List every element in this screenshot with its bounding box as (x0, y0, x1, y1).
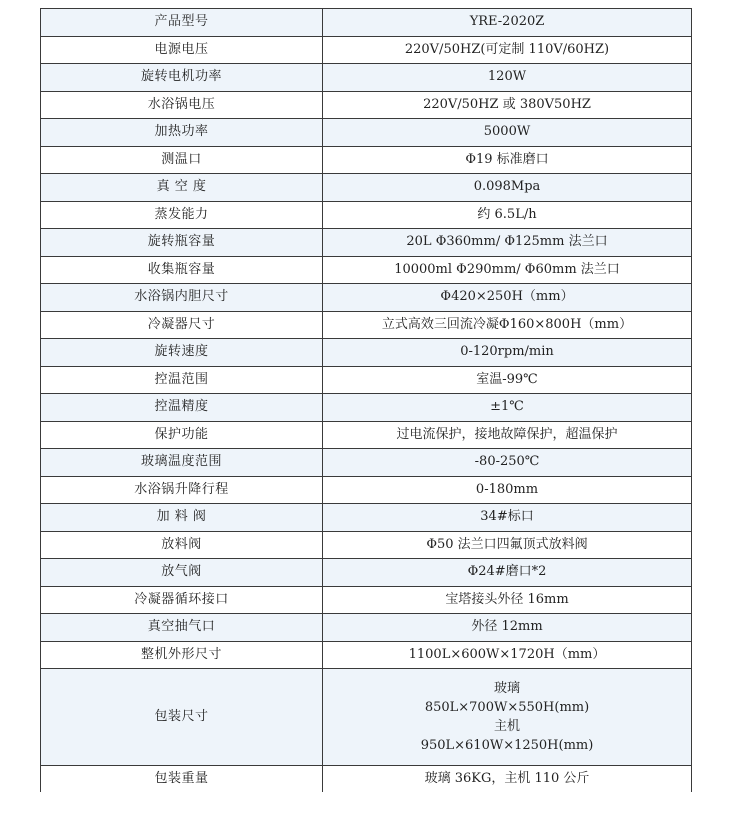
packing-host-title: 主机 (493, 719, 520, 734)
row-label: 包装尺寸 (41, 669, 323, 766)
row-label: 整机外形尺寸 (41, 641, 323, 669)
row-label: 水浴锅内胆尺寸 (41, 284, 323, 312)
row-label: 冷凝器循环接口 (41, 586, 323, 614)
row-value: 0.098Mpa (323, 174, 692, 202)
table-row (41, 504, 692, 532)
table-row (41, 586, 692, 614)
row-label: 产品型号 (41, 9, 323, 37)
table-row (41, 146, 692, 174)
row-label: 保护功能 (41, 421, 323, 449)
table-row (41, 421, 692, 449)
table-row (41, 284, 692, 312)
row-label: 真空抽气口 (41, 614, 323, 642)
table-row (41, 174, 692, 202)
row-label: 水浴锅升降行程 (41, 476, 323, 504)
row-value: Φ50 法兰口四氟顶式放料阀 (323, 531, 692, 559)
row-value: Φ19 标准磨口 (323, 146, 692, 174)
row-value: 10000ml Φ290mm/ Φ60mm 法兰口 (323, 256, 692, 284)
table-row (41, 394, 692, 422)
row-value: 120W (323, 64, 692, 92)
row-value: 0-120rpm/min (323, 339, 692, 367)
row-label: 水浴锅电压 (41, 91, 323, 119)
row-label: 电源电压 (41, 36, 323, 64)
table-row (41, 476, 692, 504)
row-label: 旋转速度 (41, 339, 323, 367)
row-value: ±1℃ (323, 394, 692, 422)
row-value: 过电流保护，接地故障保护，超温保护 (323, 421, 692, 449)
row-value: -80-250℃ (323, 449, 692, 477)
row-label: 蒸发能力 (41, 201, 323, 229)
row-value: 玻璃 36KG，主机 110 公斤 (323, 766, 692, 793)
table-row (41, 641, 692, 669)
row-label: 包装重量 (41, 766, 323, 793)
row-label: 收集瓶容量 (41, 256, 323, 284)
row-value: 约 6.5L/h (323, 201, 692, 229)
table-row (41, 119, 692, 147)
row-label: 玻璃温度范围 (41, 449, 323, 477)
row-value: 34#标口 (323, 504, 692, 532)
row-label: 冷凝器尺寸 (41, 311, 323, 339)
table-row-packing-weight (41, 766, 692, 793)
row-value: 外径 12mm (323, 614, 692, 642)
packing-glass-title: 玻璃 (493, 681, 520, 696)
table-row (41, 91, 692, 119)
row-value-packing-size (323, 669, 692, 766)
row-label: 真 空 度 (41, 174, 323, 202)
row-value: 220V/50HZ 或 380V50HZ (323, 91, 692, 119)
table-row (41, 256, 692, 284)
row-label: 控温精度 (41, 394, 323, 422)
table-row (41, 366, 692, 394)
table-row (41, 201, 692, 229)
row-value: 5000W (323, 119, 692, 147)
row-label: 加热功率 (41, 119, 323, 147)
row-value: 室温-99℃ (323, 366, 692, 394)
spec-table (40, 8, 692, 792)
row-value: Φ24#磨口*2 (323, 559, 692, 587)
table-row (41, 229, 692, 257)
table-row (41, 339, 692, 367)
spec-table-body (41, 9, 692, 793)
table-row (41, 311, 692, 339)
row-label: 测温口 (41, 146, 323, 174)
row-value: 宝塔接头外径 16mm (323, 586, 692, 614)
table-row (41, 449, 692, 477)
table-row (41, 9, 692, 37)
table-row (41, 36, 692, 64)
row-label: 放气阀 (41, 559, 323, 587)
table-row (41, 559, 692, 587)
row-value: 立式高效三回流冷凝Φ160×800H（mm） (323, 311, 692, 339)
table-row-packing-size (41, 669, 692, 766)
table-row (41, 64, 692, 92)
row-value: 1100L×600W×1720H（mm） (323, 641, 692, 669)
row-label: 放料阀 (41, 531, 323, 559)
row-label: 加 料 阀 (41, 504, 323, 532)
packing-host-size: 950L×610W×1250H(mm) (420, 738, 594, 753)
row-value: YRE-2020Z (323, 9, 692, 37)
row-label: 控温范围 (41, 366, 323, 394)
row-value: 220V/50HZ(可定制 110V/60HZ) (323, 36, 692, 64)
table-row (41, 614, 692, 642)
packing-glass-size: 850L×700W×550H(mm) (424, 700, 590, 715)
row-value: Φ420×250H（mm） (323, 284, 692, 312)
row-label: 旋转电机功率 (41, 64, 323, 92)
row-label: 旋转瓶容量 (41, 229, 323, 257)
row-value: 0-180mm (323, 476, 692, 504)
row-value: 20L Φ360mm/ Φ125mm 法兰口 (323, 229, 692, 257)
table-row (41, 531, 692, 559)
